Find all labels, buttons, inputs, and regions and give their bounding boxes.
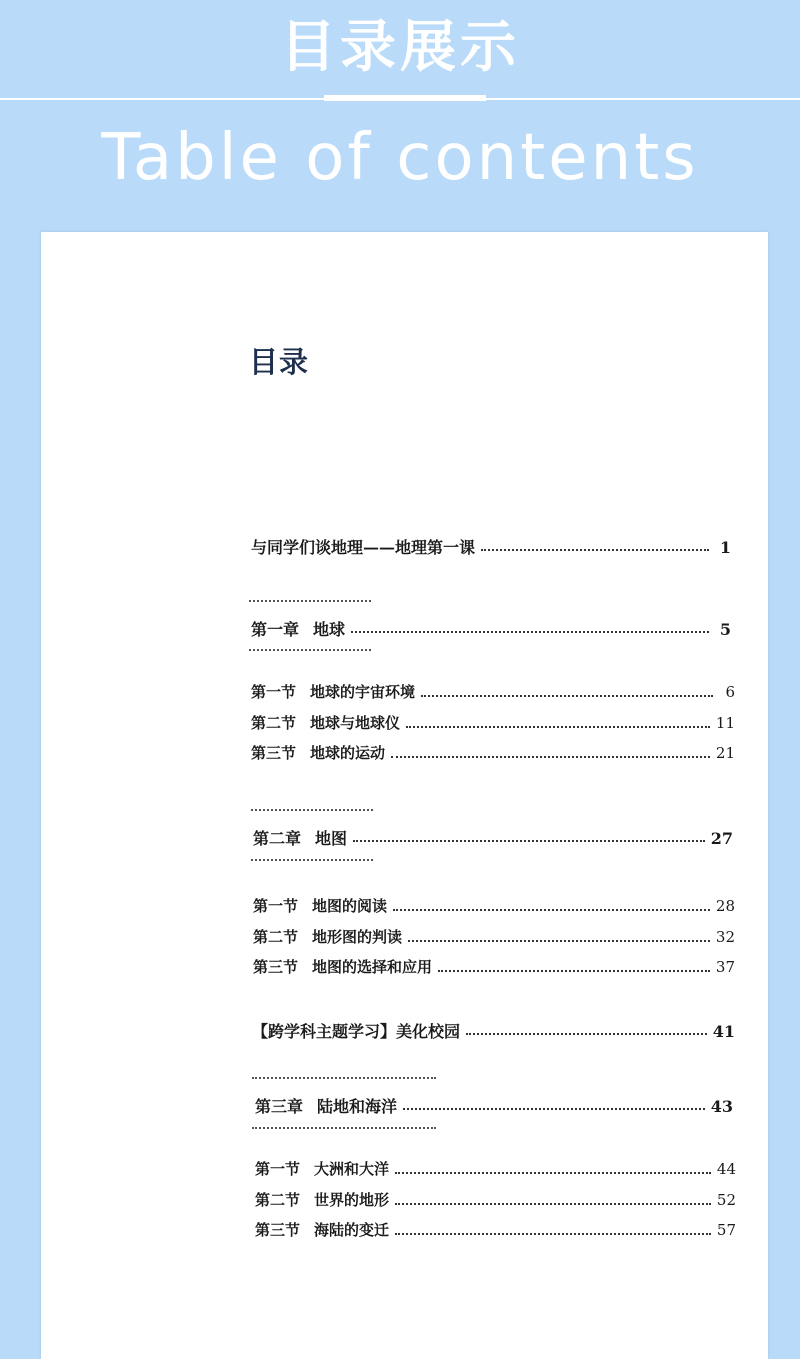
page-number: 11 <box>715 714 735 732</box>
page-number: 21 <box>715 744 735 762</box>
leader-dots <box>395 1164 711 1174</box>
toc-entry-intro[interactable] <box>251 535 731 557</box>
chapter-rule-top <box>251 809 373 811</box>
leader-dots <box>391 748 710 758</box>
leader-dots <box>438 962 710 972</box>
page-number: 43 <box>710 1097 733 1116</box>
toc-entry-section[interactable] <box>255 1219 736 1241</box>
toc-entry-section[interactable] <box>251 712 735 734</box>
chapter-rule-top <box>249 600 371 602</box>
banner-title-chinese: 目录展示 <box>280 15 520 80</box>
chapter-rule-top <box>252 1077 436 1079</box>
chapter-rule-bottom <box>249 649 371 651</box>
toc-entry-chapter-2[interactable] <box>253 826 733 848</box>
chapter-rule-bottom <box>252 1127 436 1129</box>
toc-heading: 目录 <box>249 345 310 379</box>
page-number: 41 <box>712 1022 735 1041</box>
leader-dots <box>408 932 710 942</box>
leader-dots <box>351 623 709 633</box>
toc-entry-label: 第三节 地图的选择和应用 <box>253 958 433 976</box>
toc-entry-label: 第三节 海陆的变迁 <box>255 1221 390 1239</box>
toc-entry-chapter-3[interactable] <box>255 1094 733 1116</box>
leader-dots <box>406 718 710 728</box>
leader-dots <box>481 541 709 551</box>
toc-entry-label: 第二节 地形图的判读 <box>253 928 403 946</box>
page-number: 6 <box>725 683 735 701</box>
header-banner <box>0 0 800 232</box>
page-number: 5 <box>719 620 731 639</box>
toc-entry-interdisciplinary[interactable] <box>252 1019 735 1041</box>
toc-entry-section[interactable] <box>253 895 735 917</box>
toc-entry-label: 第一节 地球的宇宙环境 <box>251 683 416 701</box>
page-number: 32 <box>715 928 735 946</box>
toc-entry-chapter-1[interactable] <box>251 617 731 639</box>
toc-entry-section[interactable] <box>255 1189 736 1211</box>
toc-entry-label: 第二节 世界的地形 <box>255 1191 390 1209</box>
toc-entry-section[interactable] <box>251 742 735 764</box>
page-number: 44 <box>716 1160 736 1178</box>
page-number: 27 <box>710 829 733 848</box>
banner-divider-accent <box>324 95 486 101</box>
page-number: 52 <box>716 1191 736 1209</box>
page-number: 37 <box>715 958 735 976</box>
leader-dots <box>393 901 710 911</box>
toc-entry-label: 第一节 大洲和大洋 <box>255 1160 390 1178</box>
toc-entry-section[interactable] <box>251 681 735 703</box>
toc-entry-label: 第一章 地球 <box>251 620 346 639</box>
leader-dots <box>353 832 705 842</box>
toc-entry-label: 与同学们谈地理——地理第一课 <box>251 538 476 557</box>
leader-dots <box>403 1100 705 1110</box>
chapter-rule-bottom <box>251 859 373 861</box>
toc-entry-section[interactable] <box>253 926 735 948</box>
toc-entry-section[interactable] <box>253 956 735 978</box>
leader-dots <box>421 687 713 697</box>
toc-entry-section[interactable] <box>255 1158 736 1180</box>
toc-entry-label: 第二章 地图 <box>253 829 348 848</box>
banner-title-english: Table of contents <box>101 121 699 195</box>
page-number: 1 <box>719 538 731 557</box>
toc-entry-label: 第一节 地图的阅读 <box>253 897 388 915</box>
toc-entry-label: 第三章 陆地和海洋 <box>255 1097 398 1116</box>
page-number: 57 <box>716 1221 736 1239</box>
leader-dots <box>395 1195 711 1205</box>
toc-entry-label: 第三节 地球的运动 <box>251 744 386 762</box>
toc-entry-label: 第二节 地球与地球仪 <box>251 714 401 732</box>
toc-entry-label: 【跨学科主题学习】美化校园 <box>252 1022 461 1041</box>
leader-dots <box>395 1225 711 1235</box>
toc-page <box>41 232 768 1359</box>
leader-dots <box>466 1025 707 1035</box>
page-number: 28 <box>715 897 735 915</box>
